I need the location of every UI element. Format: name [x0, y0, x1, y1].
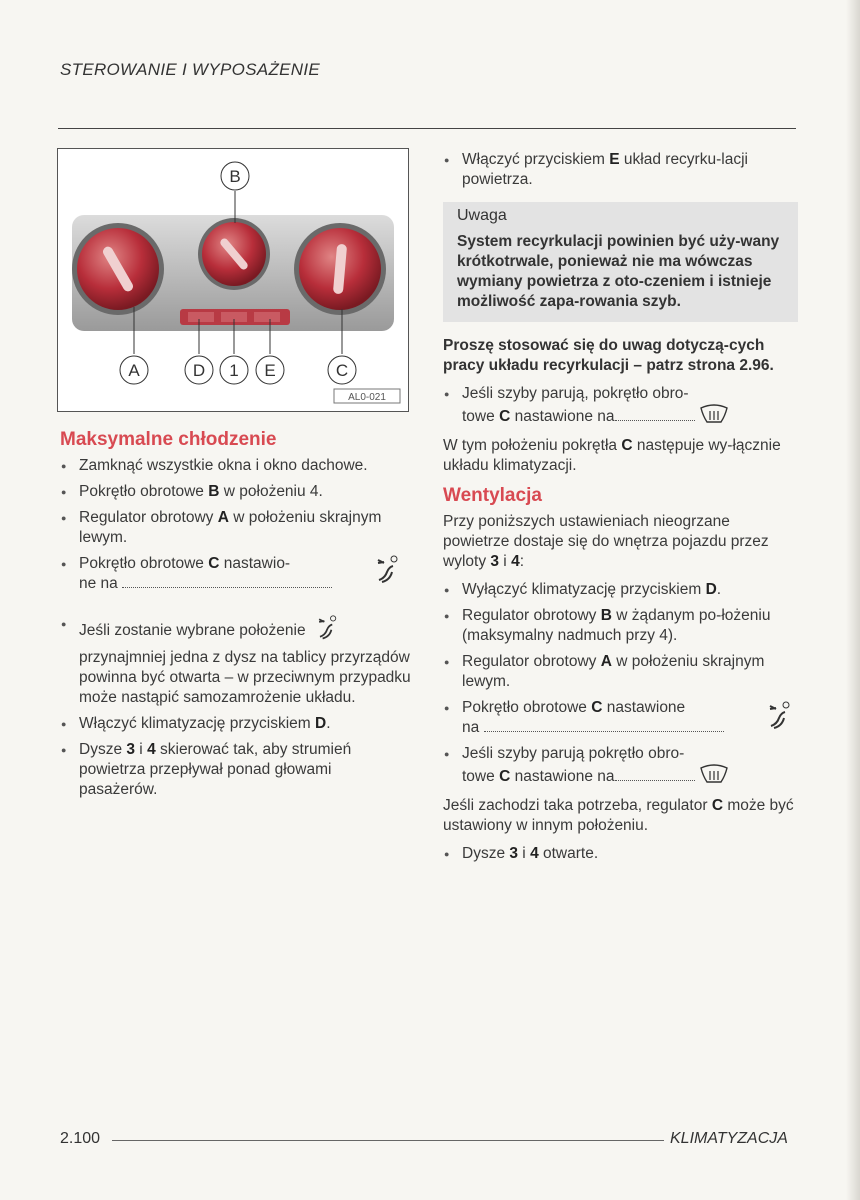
list-item: ● Dysze 3 i 4 skierować tak, aby strumień powietrza przepływał ponad głowami pasażerów.: [60, 740, 412, 800]
label-c: C: [335, 361, 349, 380]
list-item: ● Regulator obrotowy A w położeniu skrajnym lewym.: [60, 508, 412, 548]
list-item: ● Wyłączyć klimatyzację przyciskiem D.: [443, 580, 798, 600]
page-edge-shadow: [846, 0, 860, 1200]
defrost-icon: [699, 764, 729, 790]
left-column: [60, 428, 412, 806]
list-item: ● Pokrętło obrotowe B w położeniu 4.: [60, 482, 412, 502]
list-item: ● Jeśli szyby parują pokrętło obro- towe C nastawione na: [443, 744, 798, 790]
note-text: System recyrkulacji powinien być uży-wany krótkotrwale, ponieważ nie ma wówczas wymiany powietrza z oto-czeniem i istnieje możliwość zapa-rowania szyb.: [457, 233, 780, 310]
note-title: Uwaga: [457, 207, 507, 224]
label-1: 1: [229, 361, 239, 380]
list-item: ● Włączyć przyciskiem E układ recyrku-lacji powietrza.: [443, 150, 798, 190]
list-item: ● Pokrętło obrotowe C nastawione na: [443, 698, 798, 738]
control-panel-illustration: [58, 149, 408, 411]
list-item: ● Pokrętło obrotowe C nastawio- ne na: [60, 554, 412, 594]
chapter-title: KLIMATYZACJA: [670, 1130, 788, 1147]
list-item: ● Jeśli zostanie wybrane położenie przynajmniej jedna z dysz na tablicy przyrządów powinna być otwarta – w przeciwnym przypadku może nastąpić samozamrożenie układu.: [60, 614, 412, 708]
label-a: A: [128, 361, 140, 380]
paragraph: Przy poniższych ustawieniach nieogrzane powietrze dostaje się do wnętrza pojazdu przez wyloty 3 i 4:: [443, 513, 769, 570]
list-item: ● Regulator obrotowy B w żądanym po-łożeniu (maksymalny nadmuch przy 4).: [443, 606, 798, 646]
label-b: B: [229, 167, 241, 186]
paragraph: W tym położeniu pokrętła C następuje wy-łącznie układu klimatyzacji.: [443, 437, 781, 474]
list-item: ● Dysze 3 i 4 otwarte.: [443, 844, 798, 864]
vent-face-icon: [314, 614, 340, 648]
defrost-icon: [699, 404, 729, 430]
label-d: D: [192, 361, 206, 380]
figure-code: AL0-021: [348, 392, 386, 403]
page-number: 2.100: [60, 1130, 101, 1147]
list-item: ● Jeśli szyby parują, pokrętło obro- towe C nastawione na: [443, 384, 798, 430]
vent-face-icon: [766, 700, 792, 738]
heading-max-cooling: Maksymalne chłodzenie: [60, 429, 277, 450]
list-item: ● Zamknąć wszystkie okna i okno dachowe.: [60, 456, 412, 476]
section-header: STEROWANIE I WYPOSAŻENIE: [60, 60, 321, 79]
recirculation-notice: Proszę stosować się do uwag dotyczą-cych pracy układu recyrkulacji – patrz strona 2.96.: [443, 337, 774, 374]
header-rule: [58, 128, 796, 129]
right-column: [443, 150, 798, 870]
vent-face-icon: [374, 554, 400, 592]
list-item: ● Włączyć klimatyzację przyciskiem D.: [60, 714, 412, 734]
note-box: [443, 202, 798, 322]
heading-ventilation: Wentylacja: [443, 485, 542, 506]
control-panel-figure: [57, 148, 409, 412]
label-e: E: [264, 361, 276, 380]
footer-rule: [112, 1140, 664, 1141]
paragraph: Jeśli zachodzi taka potrzeba, regulator C może być ustawiony w innym położeniu.: [443, 797, 794, 834]
list-item: ● Regulator obrotowy A w położeniu skrajnym lewym.: [443, 652, 798, 692]
